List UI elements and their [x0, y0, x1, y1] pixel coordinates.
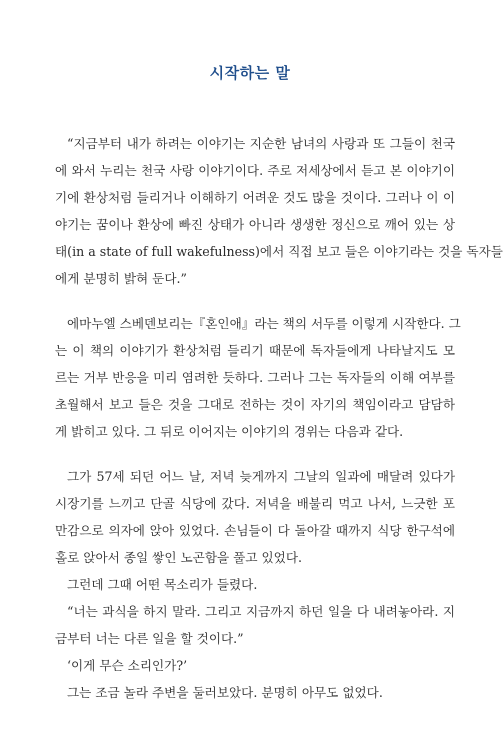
text-line: 야기는 꿈이나 환상에 빠진 상태가 아니라 생생한 정신으로 깨어 있는 상	[55, 217, 455, 232]
text-line: 시장기를 느끼고 단골 식당에 갔다. 저녁을 배불리 먹고 나서, 느긋한 포	[55, 496, 455, 511]
text-line: 그가 57세 되던 어느 날, 저녁 늦게까지 그날의 일과에 매달려 있다가	[67, 469, 455, 484]
body-text	[55, 130, 503, 706]
paragraph-gap	[55, 445, 455, 463]
paragraph-swedenborg-intro	[55, 310, 461, 445]
paragraph-narrative	[55, 463, 455, 706]
text-line: 만감으로 의자에 앉아 있었다. 손님들이 다 돌아갈 때까지 식당 한구석에	[55, 523, 455, 538]
text-line: “너는 과식을 하지 말라. 그리고 지금까지 하던 일을 다 내려놓아라. 지	[67, 604, 455, 619]
text-line: 그런데 그때 어떤 목소리가 들렸다.	[67, 577, 258, 592]
text-line: 르는 거부 반응을 미리 염려한 듯하다. 그러나 그는 독자들의 이해 여부를	[55, 370, 455, 385]
chapter-title: 시작하는 말	[209, 64, 291, 82]
text-line: 에마누엘 스베덴보리는『혼인애』라는 책의 서두를 이렇게 시작한다. 그	[67, 316, 461, 331]
text-line: 홀로 앉아서 종일 쌓인 노곤함을 풀고 있었다.	[55, 550, 303, 565]
text-line: ‘이게 무슨 소리인가?’	[67, 658, 188, 673]
text-line: “지금부터 내가 하려는 이야기는 지순한 남녀의 사랑과 또 그들이 천국	[67, 136, 455, 151]
text-line: 에 와서 누리는 천국 사랑 이야기이다. 주로 저세상에서 듣고 본 이야기이	[55, 163, 455, 178]
text-line: 게 밝히고 있다. 그 뒤로 이어지는 이야기의 경위는 다음과 같다.	[55, 424, 404, 439]
text-line: 태(in a state of full wakefulness)에서 직접 보고 들은 이야기라는 것을 독자들	[55, 244, 503, 259]
text-line: 그는 조금 놀라 주변을 둘러보았다. 분명히 아무도 없었다.	[67, 685, 383, 700]
text-line: 금부터 너는 다른 일을 할 것이다.”	[55, 631, 244, 646]
text-line: 에게 분명히 밝혀 둔다.”	[55, 271, 187, 286]
text-line: 는 이 책의 이야기가 환상처럼 들리기 때문에 독자들에게 나타날지도 모	[55, 343, 455, 358]
text-line: 초월해서 보고 들은 것을 그대로 전하는 것이 자기의 책임이라고 담담하	[55, 397, 455, 412]
text-line: 기에 환상처럼 들리거나 이해하기 어려운 것도 많을 것이다. 그러나 이 이	[55, 190, 455, 205]
paragraph-gap	[55, 292, 455, 310]
paragraph-quote-opening	[55, 130, 503, 292]
